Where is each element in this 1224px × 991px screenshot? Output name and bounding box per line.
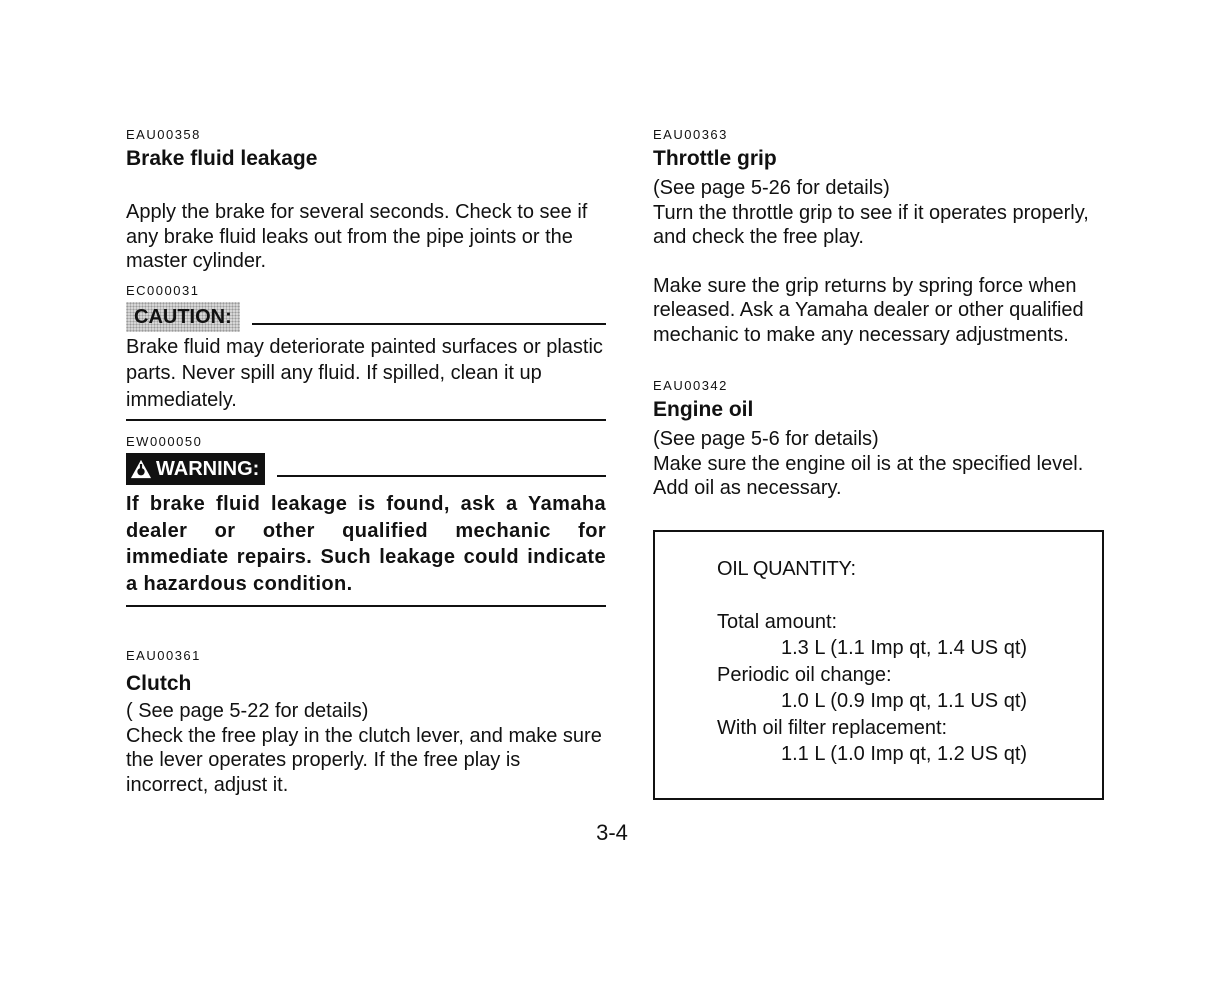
warning-badge (126, 453, 265, 485)
caution-text: Brake fluid may deteriorate painted surfaces or plastic parts. Never spill any fluid. If spilled, clean it up immediately. (126, 335, 603, 411)
caution-code: EC000031 (126, 282, 200, 298)
throttle-see-page: (See page 5-26 for details) (653, 177, 890, 199)
oil-see-page: (See page 5-6 for details) (653, 428, 879, 450)
left-column (126, 126, 606, 797)
oil-section-title: Engine oil (653, 398, 754, 421)
total-amount-label: Total amount: (717, 610, 838, 633)
periodic-change-value: 1.0 L (0.9 Imp qt, 1.1 US qt) (781, 690, 1028, 712)
filter-replacement-label: With oil filter replacement: (717, 716, 948, 739)
warning-header (126, 451, 606, 487)
warning-rule (277, 475, 606, 477)
brake-section-code: EAU00358 (126, 127, 201, 142)
clutch-section-text: Check the free play in the clutch lever, and make sure the lever operates properly. If the free play is incorrect, adjust it. (126, 724, 602, 796)
oil-section-code: EAU00342 (653, 378, 728, 393)
oil-quantity-content (717, 556, 1027, 768)
warning-triangle-icon (130, 458, 152, 480)
caution-badge: CAUTION: (126, 302, 240, 332)
filter-replacement-value: 1.1 L (1.0 Imp qt, 1.2 US qt) (781, 743, 1028, 765)
brake-section-text: Apply the brake for several seconds. Check to see if any brake fluid leaks out from the pipe joints or the master cylinder. (126, 201, 588, 272)
throttle-text-1: Turn the throttle grip to see if it operates properly, and check the free play. (653, 201, 1089, 248)
clutch-section-title: Clutch (126, 672, 192, 695)
page-number: 3-4 (596, 820, 628, 845)
oil-quantity-title: OIL QUANTITY: (717, 558, 856, 580)
warning-label: WARNING: (156, 458, 260, 480)
oil-quantity-box (653, 530, 1104, 800)
periodic-change-label: Periodic oil change: (717, 663, 892, 686)
total-amount-value: 1.3 L (1.1 Imp qt, 1.4 US qt) (781, 637, 1028, 659)
throttle-section-title: Throttle grip (653, 147, 777, 170)
caution-header (126, 300, 606, 334)
warning-code: EW000050 (126, 434, 203, 449)
clutch-see-page: ( See page 5-22 for details) (126, 700, 369, 722)
right-column (653, 126, 1105, 501)
throttle-section-code: EAU00363 (653, 127, 728, 142)
throttle-text-2: Make sure the grip returns by spring force when released. Ask a Yamaha dealer or other qualified mechanic to make any necessary adjustments. (653, 274, 1084, 346)
brake-section-title: Brake fluid leakage (126, 147, 318, 170)
warning-text: If brake fluid leakage is found, ask a Yamaha dealer or other qualified mechanic for immediate repairs. Such leakage could indicate a hazardous condition. (126, 493, 606, 595)
oil-section-text: Make sure the engine oil is at the specified level. Add oil as necessary. (653, 452, 1084, 499)
clutch-section-code: EAU00361 (126, 648, 201, 663)
caution-rule (252, 323, 606, 325)
